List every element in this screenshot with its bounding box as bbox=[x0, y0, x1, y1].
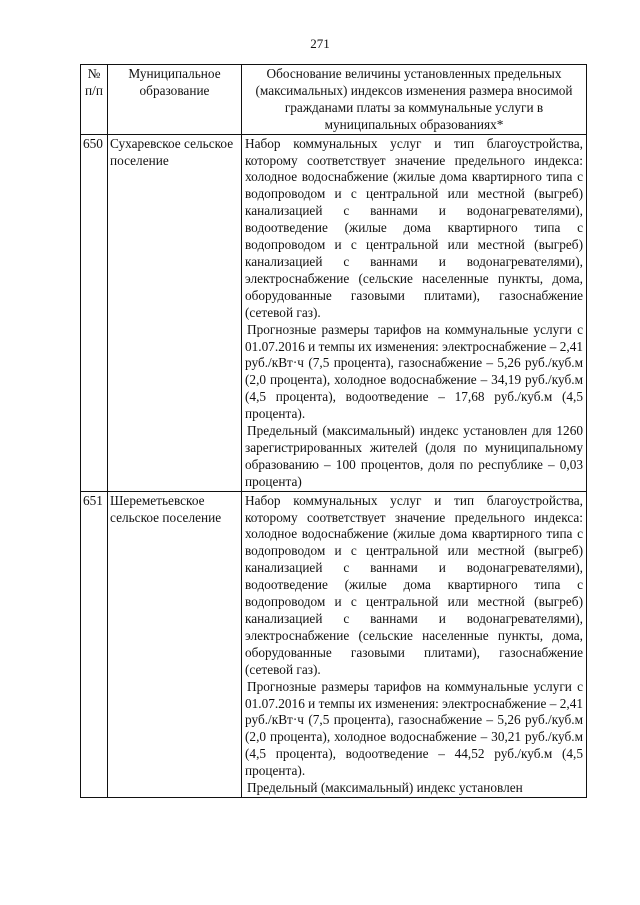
header-number: № п/п bbox=[81, 65, 108, 135]
row-number: 651 bbox=[81, 491, 108, 797]
justification-paragraph: Набор коммунальных услуг и тип благоустройства, которому соответствует значение предельного индекса: холодное водоснабжение (жилые дома квартирного типа с водопроводом и с центральной или местной (выгреб) канализацией с ваннами и водонагревателями), водоотведение (жилые дома квартирного типа с водопроводом и с центральной или местной (выгреб) канализацией с ваннами и водонагревателями), электроснабжение (сельские населенные пункты, дома, оборудованные газовыми плитами), газоснабжение (сетевой газ). bbox=[245, 135, 583, 320]
row-number: 650 bbox=[81, 134, 108, 491]
justification-paragraph: Предельный (максимальный) индекс установлен bbox=[247, 780, 523, 796]
header-municipality: Муниципальное образование bbox=[108, 65, 242, 135]
index-justification-table bbox=[80, 64, 587, 798]
justification-paragraph: Набор коммунальных услуг и тип благоустройства, которому соответствует значение предельного индекса: холодное водоснабжение (жилые дома квартирного типа с водопроводом и с центральной или местной (выгреб) канализацией с ваннами и водонагревателями), водоотведение (жилые дома квартирного типа с водопроводом и с центральной или местной (выгреб) канализацией с ваннами и водонагревателями), электроснабжение (сельские населенные пункты, дома, оборудованные газовыми плитами), газоснабжение (сетевой газ). bbox=[245, 492, 583, 677]
row-municipality: Сухаревское сельское поселение bbox=[108, 134, 242, 491]
justification-paragraph: Прогнозные размеры тарифов на коммунальные услуги с 01.07.2016 и темпы их изменения: электроснабжение – 2,41 руб./кВт·ч (7,5 процента), газоснабжение – 5,26 руб./куб.м (2,0 процента), холодное водоснабжение – 34,19 руб./куб.м (4,5 процента), водоотведение – 17,68 руб./куб.м (4,5 процента). bbox=[245, 321, 583, 422]
justification-paragraph: Прогнозные размеры тарифов на коммунальные услуги с 01.07.2016 и темпы их изменения: электроснабжение – 2,41 руб./кВт·ч (7,5 процента), газоснабжение – 5,26 руб./куб.м (2,0 процента), холодное водоснабжение – 30,21 руб./куб.м (4,5 процента), водоотведение – 44,52 руб./куб.м (4,5 процента). bbox=[245, 678, 583, 779]
header-justification: Обоснование величины установленных предельных (максимальных) индексов изменения размера вносимой гражданами платы за коммунальные услуги в муниципальных образованиях* bbox=[242, 65, 587, 135]
page-number: 271 bbox=[310, 36, 330, 51]
justification-paragraph: Предельный (максимальный) индекс установлен для 1260 зарегистрированных жителей (доля по муниципальному образованию – 100 процентов, доля по республике – 0,03 процента) bbox=[245, 423, 583, 489]
row-justification bbox=[242, 491, 587, 797]
table-header-row bbox=[81, 65, 587, 135]
table-row bbox=[81, 134, 587, 491]
row-municipality: Шереметьевское сельское поселение bbox=[108, 491, 242, 797]
table-row bbox=[81, 491, 587, 797]
row-justification bbox=[242, 134, 587, 491]
